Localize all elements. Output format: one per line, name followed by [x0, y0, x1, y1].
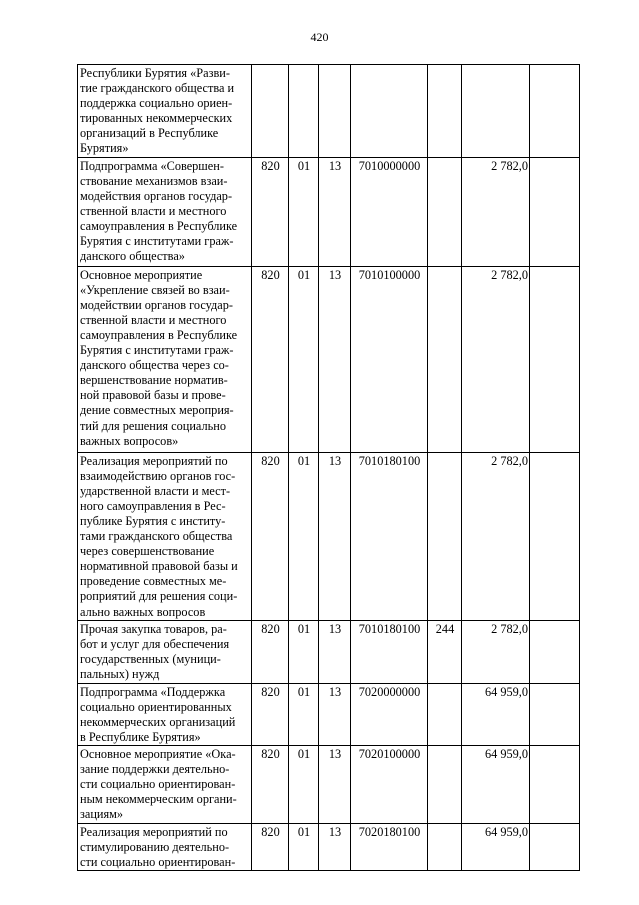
cell-sec: 01 [289, 823, 319, 870]
cell-name [78, 266, 252, 452]
table-row [78, 65, 580, 158]
cell-vr [428, 745, 462, 823]
cell-name [78, 745, 252, 823]
page-number: 420 [310, 30, 329, 44]
cell-sub: 13 [319, 745, 351, 823]
row-name-text: Прочая закупка товаров, ра- бот и услуг для обеспечения государственных (муници- пальных) нужд [80, 621, 230, 681]
cell-sub: 13 [319, 683, 351, 745]
table-row [78, 266, 580, 452]
cell-gov: 820 [252, 745, 289, 823]
cell-vr [428, 452, 462, 620]
cell-sub: 13 [319, 266, 351, 452]
cell-sum: 2 782,0 [462, 266, 530, 452]
cell-csr: 7020180100 [351, 823, 428, 870]
cell-vr [428, 157, 462, 266]
cell-vr: 244 [428, 620, 462, 683]
cell-csr [351, 65, 428, 158]
cell-gov: 820 [252, 683, 289, 745]
cell-sum: 64 959,0 [462, 823, 530, 870]
row-name-text: Подпрограмма «Совершен- ствование механизмов взаи- модействия органов государ- ственной власти и местного самоуправления в Республике Бурятия с институтами граж- данского общества» [80, 158, 238, 264]
cell-csr: 7010000000 [351, 157, 428, 266]
cell-sec: 01 [289, 683, 319, 745]
cell-gov: 820 [252, 157, 289, 266]
table-row [78, 823, 580, 870]
cell-csr: 7020000000 [351, 683, 428, 745]
cell-sec: 01 [289, 745, 319, 823]
cell-extra [530, 823, 580, 870]
cell-extra [530, 65, 580, 158]
table-row [78, 620, 580, 683]
row-name-text: Подпрограмма «Поддержка социально ориентированных некоммерческих организаций в Республике Бурятия» [80, 684, 236, 744]
cell-vr [428, 823, 462, 870]
cell-sum [462, 65, 530, 158]
cell-name [78, 683, 252, 745]
cell-sec [289, 65, 319, 158]
cell-name [78, 65, 252, 158]
table-row [78, 157, 580, 266]
cell-extra [530, 683, 580, 745]
cell-gov: 820 [252, 620, 289, 683]
cell-sec: 01 [289, 266, 319, 452]
row-name-text: Республики Бурятия «Разви- тие гражданского общества и поддержка социально ориен- тированных некоммерческих организаций в Республике Бурятия» [80, 66, 235, 156]
cell-vr [428, 266, 462, 452]
cell-extra [530, 266, 580, 452]
table-row [78, 745, 580, 823]
cell-extra [530, 620, 580, 683]
cell-sub: 13 [319, 157, 351, 266]
cell-vr [428, 683, 462, 745]
cell-name [78, 157, 252, 266]
cell-extra [530, 452, 580, 620]
cell-gov: 820 [252, 452, 289, 620]
budget-table [77, 64, 580, 871]
cell-gov: 820 [252, 266, 289, 452]
row-name-text: Реализация мероприятий по взаимодействию органов гос- ударственной власти и мест- ного самоуправления в Рес- публике Бурятия с институ- тами гражданского общества через совершенствование нормативной правовой базы и проведение совместных ме- роприятий для решения соци- ально важных вопросов [80, 453, 238, 619]
cell-csr: 7020100000 [351, 745, 428, 823]
cell-sub: 13 [319, 620, 351, 683]
cell-sub: 13 [319, 823, 351, 870]
cell-gov [252, 65, 289, 158]
cell-sum: 2 782,0 [462, 620, 530, 683]
table-row [78, 452, 580, 620]
cell-sec: 01 [289, 620, 319, 683]
cell-csr: 7010180100 [351, 620, 428, 683]
cell-sub: 13 [319, 452, 351, 620]
cell-name [78, 452, 252, 620]
cell-extra [530, 745, 580, 823]
cell-name [78, 823, 252, 870]
cell-gov: 820 [252, 823, 289, 870]
cell-sum: 2 782,0 [462, 452, 530, 620]
cell-csr: 7010180100 [351, 452, 428, 620]
cell-sum: 2 782,0 [462, 157, 530, 266]
row-name-text: Основное мероприятие «Ока- зание поддержки деятельно- сти социально ориентирован- ным некоммерческим органи- зациям» [80, 746, 237, 822]
table-row [78, 683, 580, 745]
row-name-text: Реализация мероприятий по стимулированию деятельно- сти социально ориентирован- [80, 824, 236, 870]
cell-sum: 64 959,0 [462, 745, 530, 823]
cell-csr: 7010100000 [351, 266, 428, 452]
cell-sec: 01 [289, 452, 319, 620]
cell-name [78, 620, 252, 683]
row-name-text: Основное мероприятие «Укрепление связей во взаи- модействии органов государ- ственной власти и местного самоуправления в Республике Бурятия с институтами граж- данского общества через со- вершенствование норматив- ной правовой базы и прове- дение совместных мероприя- тий для решения социально важных вопросов» [80, 267, 238, 448]
cell-vr [428, 65, 462, 158]
cell-sub [319, 65, 351, 158]
cell-sec: 01 [289, 157, 319, 266]
cell-extra [530, 157, 580, 266]
cell-sum: 64 959,0 [462, 683, 530, 745]
